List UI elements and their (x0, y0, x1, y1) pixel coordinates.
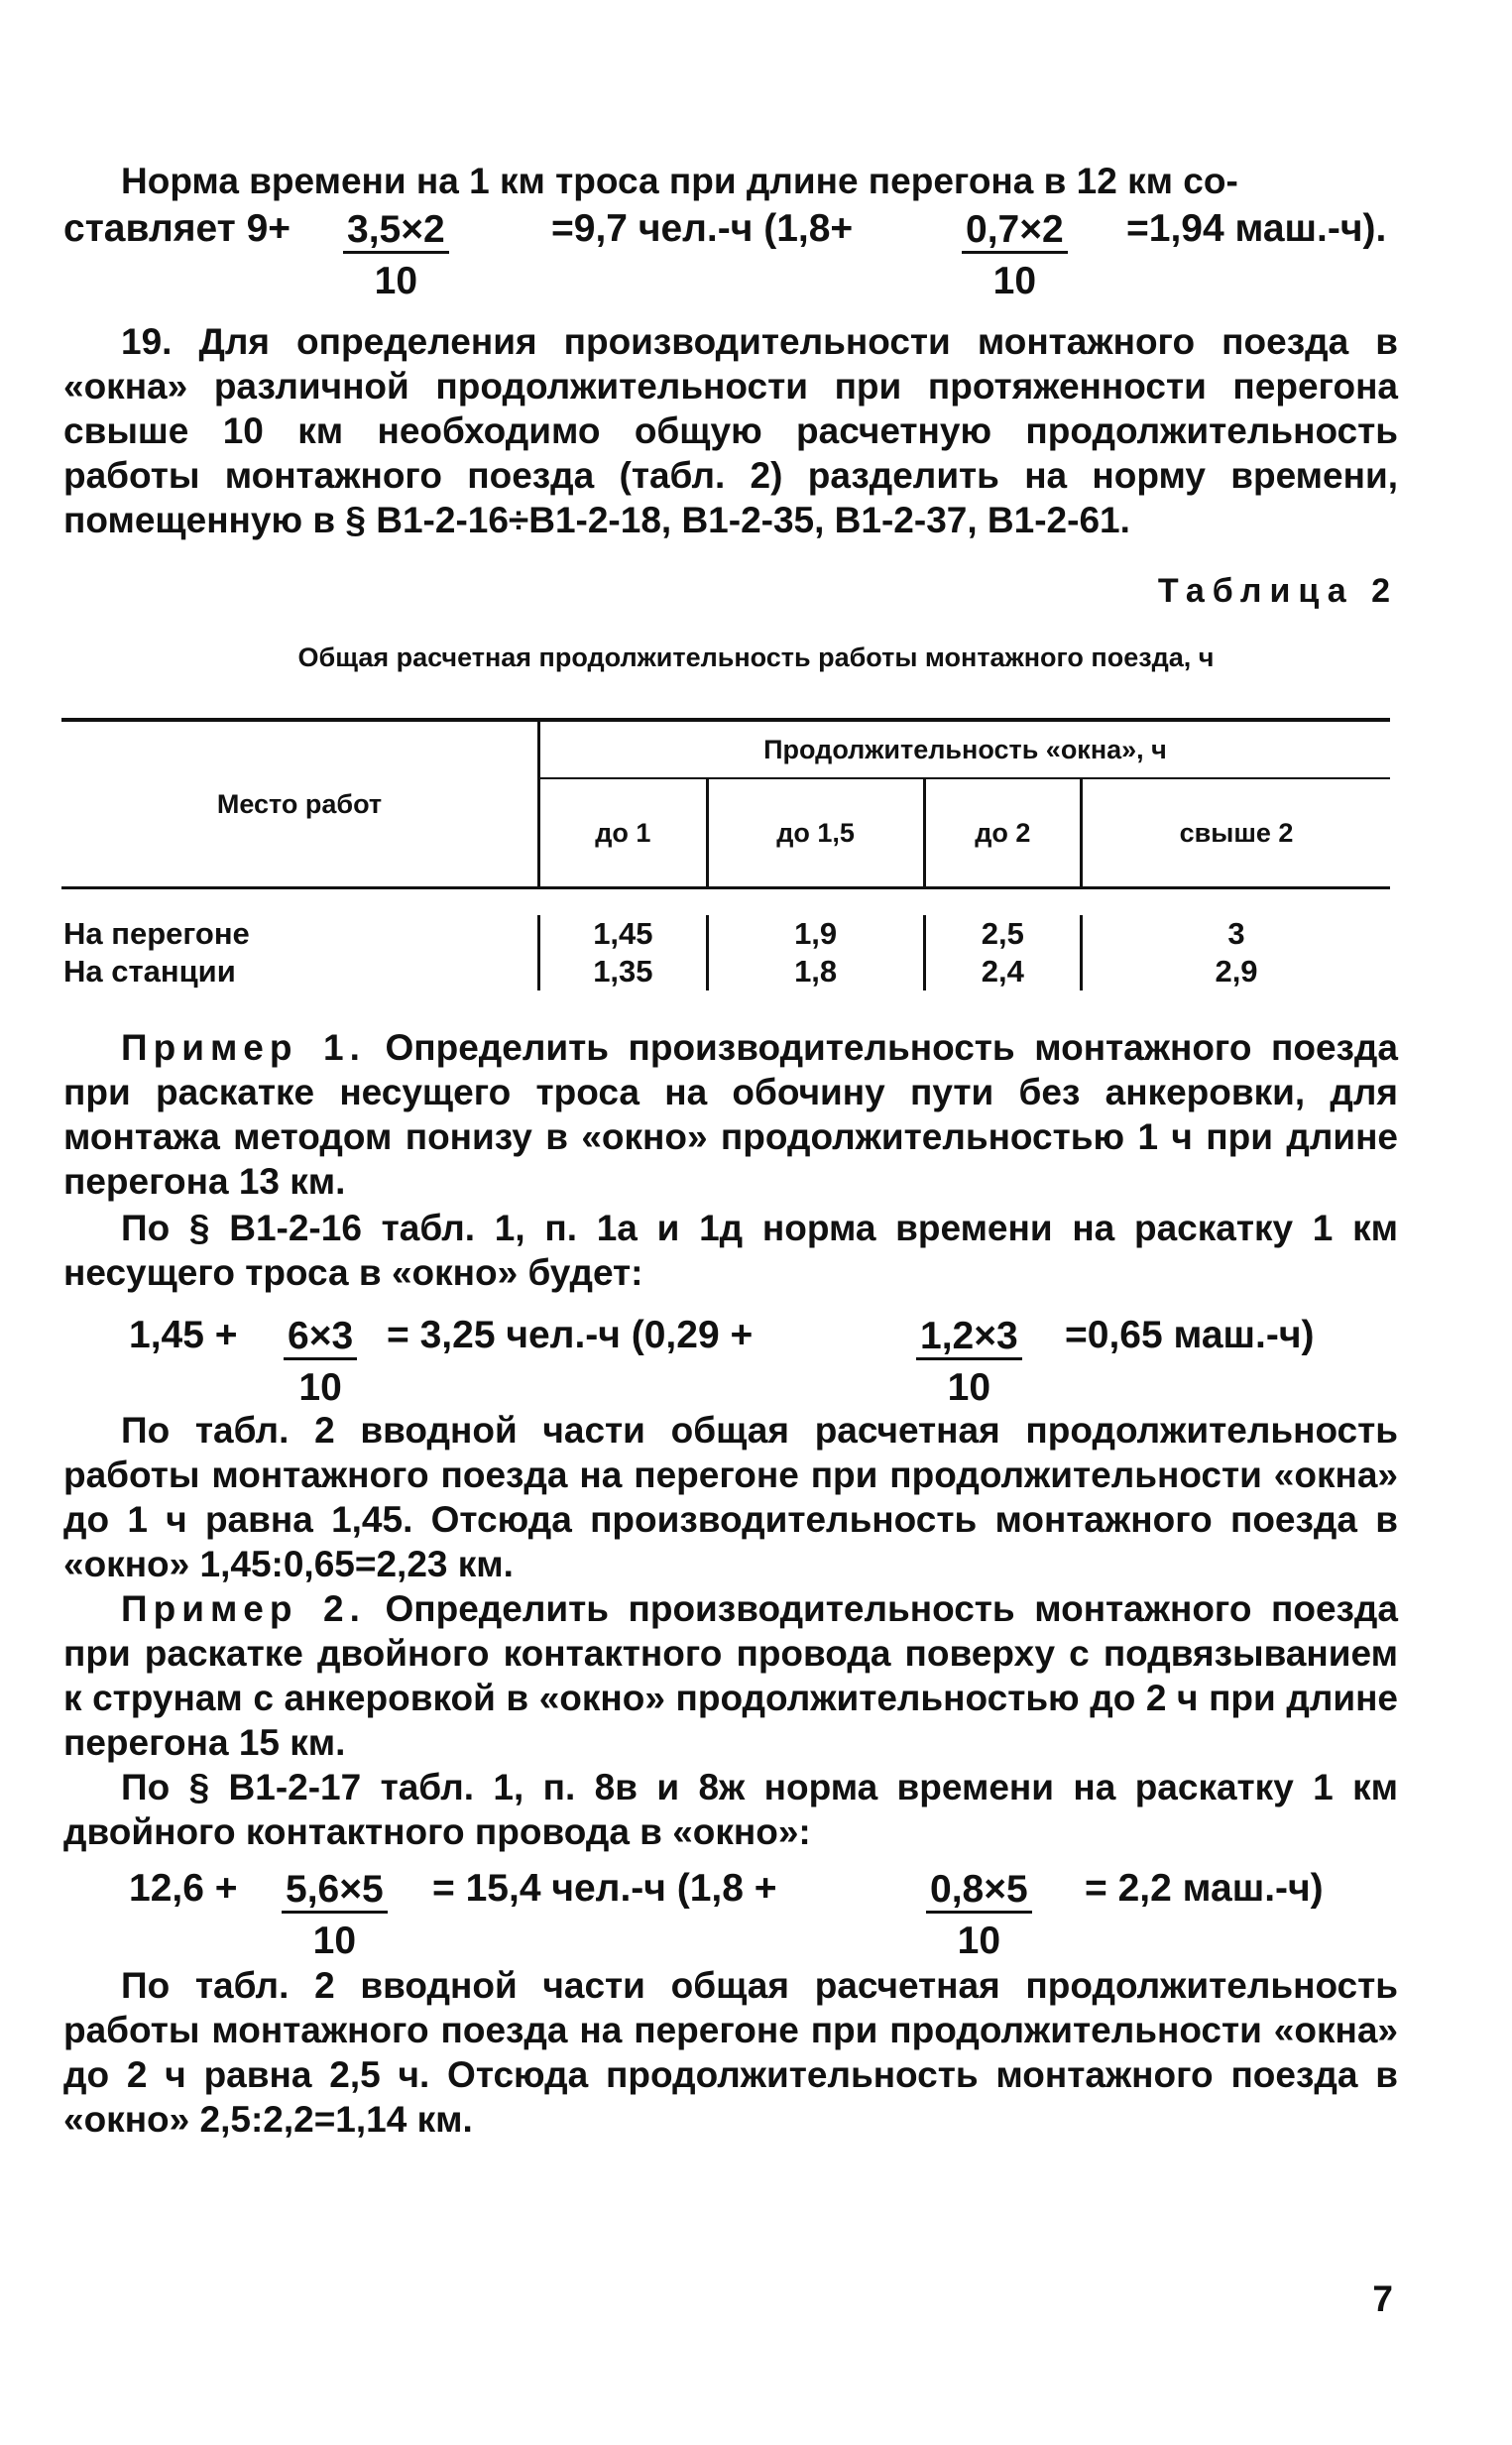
table-cell: 1,8 (707, 953, 924, 990)
table-cell: 2,4 (924, 953, 1081, 990)
fraction-denominator: 10 (992, 260, 1037, 302)
header-col-1: до 1 (539, 778, 708, 888)
paragraph-19: 19. Для определения производительности монтажного поезда в «окна» различной продолжительности при протяженности перегона свыше 10 км необходимо общую расчетную продолжительность работы монтажного поезда (табл. 2) разделить на норму времени, помещенную в § В1-2-16÷В1-2-18, В1-2-35, В1-2-37, В1-2-61. (63, 321, 1398, 540)
row-place: На перегоне (63, 916, 250, 951)
formula-tail: =0,65 маш.-ч) (1065, 1314, 1315, 1356)
formula-lead: 12,6 + (129, 1867, 238, 1910)
duration-table (61, 718, 1390, 990)
fraction-denominator: 10 (947, 1366, 991, 1409)
table-cell: 2,9 (1082, 953, 1390, 990)
formula-lead: ставляет 9+ (63, 207, 291, 250)
row-place: На станции (63, 954, 236, 989)
header-window-duration: Продолжительность «окна», ч (539, 720, 1391, 778)
page-number: 7 (1372, 2278, 1393, 2319)
fraction-numerator: 0,7×2 (962, 209, 1068, 254)
header-col-4: свыше 2 (1082, 778, 1390, 888)
intro-line: Норма времени на 1 км троса при длине перегона в 12 км со- (121, 161, 1238, 201)
fraction-denominator: 10 (298, 1366, 342, 1409)
table-row (61, 953, 1390, 990)
fraction-numerator: 1,2×3 (916, 1316, 1022, 1360)
formula-tail: = 2,2 маш.-ч) (1085, 1867, 1324, 1910)
table-row (61, 915, 1390, 953)
example-1-text: Определить производительность монтажного поезда при раскатке несущего троса на обочину пути без анкеровки, для монтажа методом понизу в «окно» продолжительностью 1 ч при длине перегона 13 км. (63, 1027, 1398, 1202)
table-cell: 3 (1082, 915, 1390, 953)
example-1-formula (63, 1311, 1398, 1410)
fraction-1 (282, 1868, 388, 1962)
table-cell: 1,35 (539, 953, 708, 990)
fraction-denominator: 10 (312, 1920, 357, 1962)
fraction-1 (284, 1315, 357, 1409)
table-cell: 1,9 (707, 915, 924, 953)
example-1-result: По табл. 2 вводной части общая расчетная продолжительность работы монтажного поезда на перегоне при продолжительности «окна» до 1 ч равна 1,45. Отсюда производительность монтажного поезда в «окно» 1,45:0,65=2,23 км. (63, 1410, 1398, 1584)
example-1-statement (63, 1025, 1398, 1204)
example-2-label: Пример 2. (121, 1588, 366, 1629)
table-label: Таблица 2 (1157, 572, 1398, 610)
header-col-2: до 1,5 (707, 778, 924, 888)
example-1-reference: По § В1-2-16 табл. 1, п. 1а и 1д норма времени на раскатку 1 км несущего троса в «окно» будет: (63, 1208, 1398, 1293)
fraction-denominator: 10 (957, 1920, 1001, 1962)
formula-middle: = 3,25 чел.-ч (0,29 + (387, 1314, 754, 1356)
example-2-formula (63, 1864, 1398, 1963)
header-place: Место работ (61, 720, 539, 888)
fraction-2 (926, 1868, 1032, 1962)
fraction-numerator: 6×3 (284, 1316, 357, 1360)
formula-lead: 1,45 + (129, 1314, 238, 1356)
fraction-denominator: 10 (374, 260, 418, 302)
fraction-2 (962, 208, 1068, 302)
header-col-3: до 2 (924, 778, 1081, 888)
example-2-text: Определить производительность монтажного поезда при раскатке двойного контактного провода поверху с подвязыванием к струнам с анкеровкой в «окно» продолжительностью до 2 ч при длине перегона 15 км. (63, 1588, 1398, 1763)
formula-middle: =9,7 чел.-ч (1,8+ (551, 207, 854, 250)
intro-formula (63, 204, 1398, 303)
example-2-reference: По § В1-2-17 табл. 1, п. 8в и 8ж норма времени на раскатку 1 км двойного контактного провода в «окно»: (63, 1767, 1398, 1852)
table-caption: Общая расчетная продолжительность работы монтажного поезда, ч (297, 642, 1215, 672)
fraction-1 (343, 208, 449, 302)
example-1-label: Пример 1. (121, 1027, 366, 1068)
fraction-numerator: 0,8×5 (926, 1869, 1032, 1914)
formula-tail: =1,94 маш.-ч). (1126, 207, 1387, 250)
table-cell: 2,5 (924, 915, 1081, 953)
fraction-numerator: 5,6×5 (282, 1869, 388, 1914)
formula-middle: = 15,4 чел.-ч (1,8 + (432, 1867, 777, 1910)
fraction-2 (916, 1315, 1022, 1409)
fraction-numerator: 3,5×2 (343, 209, 449, 254)
example-2-result: По табл. 2 вводной части общая расчетная продолжительность работы монтажного поезда на перегоне при продолжительности «окна» до 2 ч равна 2,5 ч. Отсюда продолжительность монтажного поезда в «окно» 2,5:2,2=1,14 км. (63, 1965, 1398, 2140)
example-2-statement (63, 1586, 1398, 1765)
table-cell: 1,45 (539, 915, 708, 953)
